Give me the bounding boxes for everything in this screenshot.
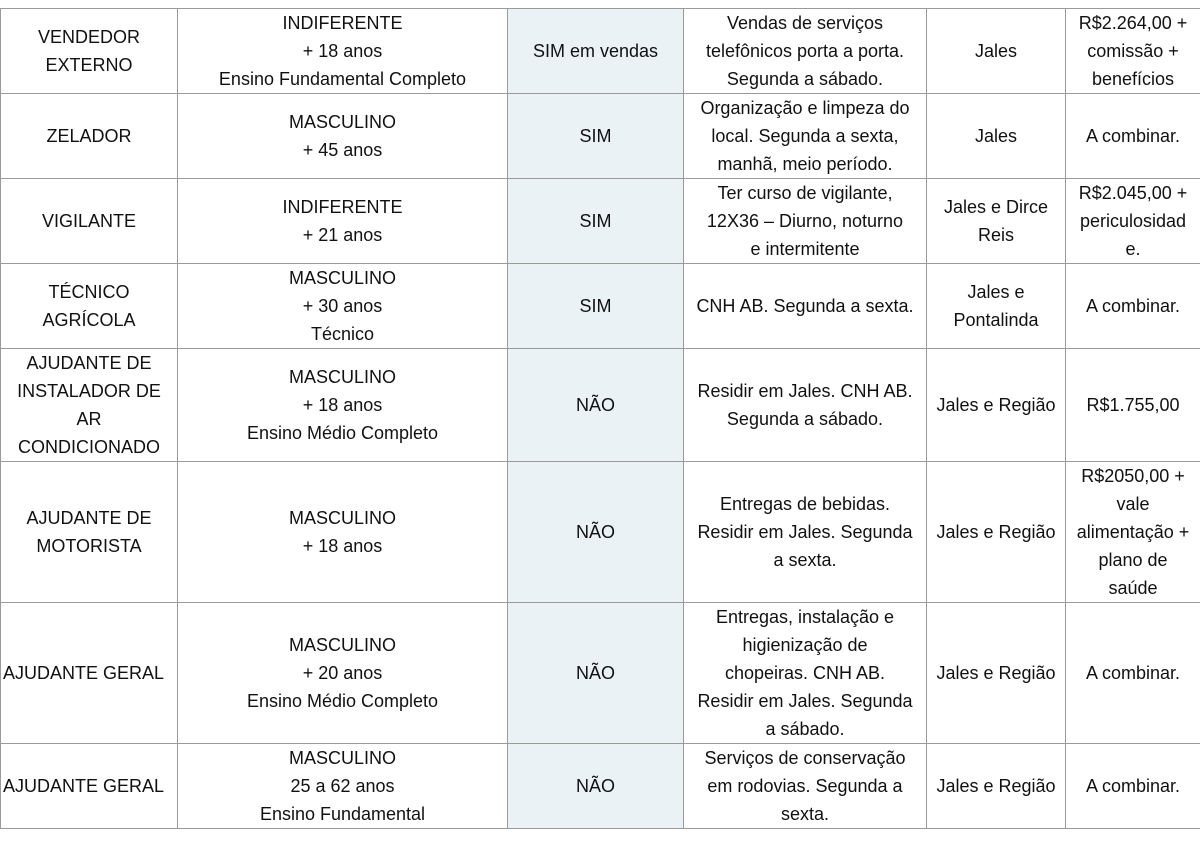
profile-cell [178, 349, 508, 462]
description-line: em rodovias. Segunda a [707, 776, 903, 796]
salary-line: R$2050,00 + [1081, 466, 1185, 486]
profile-line: MASCULINO [288, 367, 396, 387]
description-line: telefônicos porta a porta. [705, 41, 905, 61]
location-line: Jales e Região [936, 776, 1056, 796]
profile-line: Ensino Fundamental Completo [218, 69, 467, 89]
experience-cell [508, 94, 684, 179]
description-line: CNH AB. Segunda a sexta. [696, 296, 914, 316]
experience-cell [508, 744, 684, 829]
description-line: local. Segunda a sexta, [711, 126, 899, 146]
description-line: Serviços de conservação [704, 748, 906, 768]
salary-line: A combinar. [1085, 776, 1181, 796]
description-cell [684, 9, 927, 94]
location-line: Jales e Dirce [943, 197, 1049, 217]
table-row [1, 9, 1200, 94]
experience-value: SIM [579, 126, 612, 146]
profile-line: + 30 anos [302, 296, 383, 316]
salary-cell [1066, 94, 1200, 179]
description-line: Entregas, instalação e [715, 607, 895, 627]
job-title-line: VIGILANTE [41, 211, 137, 231]
profile-line: Técnico [310, 324, 375, 344]
description-line: higienização de [742, 635, 868, 655]
salary-line: R$2.264,00 + [1078, 13, 1188, 33]
salary-line: benefícios [1091, 69, 1175, 89]
experience-value: SIM [579, 211, 612, 231]
job-title-cell [1, 179, 178, 264]
job-title-line: AJUDANTE GERAL [3, 663, 165, 683]
job-title-line: AGRÍCOLA [42, 310, 136, 330]
profile-cell [178, 744, 508, 829]
salary-cell [1066, 744, 1200, 829]
experience-value: SIM [579, 296, 612, 316]
location-cell [927, 603, 1066, 744]
profile-cell [178, 94, 508, 179]
table-row [1, 349, 1200, 462]
profile-line: Ensino Médio Completo [246, 423, 439, 443]
profile-line: Ensino Fundamental [259, 804, 426, 824]
description-cell [684, 179, 927, 264]
table-row [1, 462, 1200, 603]
profile-line: + 18 anos [302, 41, 383, 61]
profile-line: MASCULINO [288, 748, 396, 768]
description-line: 12X36 – Diurno, noturno [706, 211, 904, 231]
description-line: e intermitente [750, 239, 860, 259]
experience-value: NÃO [575, 663, 615, 683]
profile-cell [178, 462, 508, 603]
experience-cell [508, 462, 684, 603]
job-title-cell [1, 9, 178, 94]
salary-line: periculosidad [1079, 211, 1187, 231]
job-title-line: INSTALADOR DE [17, 381, 161, 401]
job-title-cell [1, 462, 178, 603]
profile-line: 25 a 62 anos [290, 776, 395, 796]
description-line: sexta. [780, 804, 830, 824]
table-row [1, 744, 1200, 829]
salary-cell [1066, 9, 1200, 94]
salary-line: A combinar. [1085, 663, 1181, 683]
salary-cell [1066, 264, 1200, 349]
profile-line: MASCULINO [288, 268, 396, 288]
location-line: Jales e Região [936, 395, 1056, 415]
job-title-cell [1, 744, 178, 829]
job-openings-table [0, 8, 1200, 829]
job-title-line: ZELADOR [46, 126, 132, 146]
job-title-line: EXTERNO [45, 55, 133, 75]
location-cell [927, 94, 1066, 179]
description-line: Residir em Jales. Segunda [697, 522, 913, 542]
location-line: Jales e Região [936, 663, 1056, 683]
description-line: Residir em Jales. CNH AB. [697, 381, 913, 401]
salary-line: vale [1116, 494, 1150, 514]
experience-cell [508, 9, 684, 94]
description-line: chopeiras. CNH AB. [724, 663, 886, 683]
salary-line: e. [1125, 239, 1141, 259]
table-row [1, 94, 1200, 179]
description-cell [684, 744, 927, 829]
salary-cell [1066, 349, 1200, 462]
location-cell [927, 9, 1066, 94]
experience-value: SIM em vendas [532, 41, 659, 61]
salary-cell [1066, 462, 1200, 603]
profile-line: MASCULINO [288, 508, 396, 528]
location-line: Jales [974, 126, 1018, 146]
profile-cell [178, 9, 508, 94]
profile-line: INDIFERENTE [282, 197, 403, 217]
salary-line: comissão + [1087, 41, 1179, 61]
location-line: Reis [977, 225, 1014, 245]
profile-cell [178, 264, 508, 349]
job-title-cell [1, 603, 178, 744]
salary-line: saúde [1108, 578, 1158, 598]
salary-cell [1066, 603, 1200, 744]
job-title-cell [1, 94, 178, 179]
profile-line: + 18 anos [302, 395, 383, 415]
description-cell [684, 94, 927, 179]
profile-line: + 21 anos [302, 225, 383, 245]
job-title-line: AJUDANTE DE [26, 508, 152, 528]
salary-line: A combinar. [1085, 126, 1181, 146]
salary-line: R$1.755,00 [1086, 395, 1180, 415]
description-line: Ter curso de vigilante, [717, 183, 893, 203]
job-title-line: AR [76, 409, 102, 429]
job-title-line: TÉCNICO [48, 282, 130, 302]
description-cell [684, 349, 927, 462]
job-title-line: AJUDANTE GERAL [3, 776, 165, 796]
location-cell [927, 349, 1066, 462]
location-line: Jales [974, 41, 1018, 61]
profile-line: INDIFERENTE [282, 13, 403, 33]
table-row [1, 603, 1200, 744]
experience-value: NÃO [575, 522, 615, 542]
location-cell [927, 462, 1066, 603]
description-line: Segunda a sábado. [726, 69, 884, 89]
location-line: Jales e [967, 282, 1025, 302]
location-line: Jales e Região [936, 522, 1056, 542]
description-cell [684, 603, 927, 744]
table-row [1, 179, 1200, 264]
profile-line: + 20 anos [302, 663, 383, 683]
experience-cell [508, 179, 684, 264]
description-cell [684, 462, 927, 603]
profile-line: + 18 anos [302, 536, 383, 556]
profile-line: MASCULINO [288, 112, 396, 132]
description-line: a sábado. [765, 719, 845, 739]
description-line: Vendas de serviços [726, 13, 884, 33]
experience-cell [508, 603, 684, 744]
job-title-line: MOTORISTA [36, 536, 142, 556]
description-line: a sexta. [773, 550, 837, 570]
location-cell [927, 744, 1066, 829]
profile-cell [178, 603, 508, 744]
job-title-cell [1, 264, 178, 349]
job-table-body [1, 9, 1200, 829]
job-title-line: AJUDANTE DE [26, 353, 152, 373]
salary-cell [1066, 179, 1200, 264]
experience-cell [508, 264, 684, 349]
experience-value: NÃO [575, 395, 615, 415]
profile-line: Ensino Médio Completo [246, 691, 439, 711]
location-line: Pontalinda [953, 310, 1039, 330]
salary-line: A combinar. [1085, 296, 1181, 316]
job-title-line: CONDICIONADO [17, 437, 160, 457]
salary-line: alimentação + [1076, 522, 1190, 542]
description-line: Organização e limpeza do [700, 98, 910, 118]
description-line: Segunda a sábado. [726, 409, 884, 429]
profile-line: MASCULINO [288, 635, 396, 655]
experience-cell [508, 349, 684, 462]
salary-line: plano de [1098, 550, 1168, 570]
profile-cell [178, 179, 508, 264]
profile-line: + 45 anos [302, 140, 383, 160]
salary-line: R$2.045,00 + [1078, 183, 1188, 203]
job-title-line: VENDEDOR [37, 27, 140, 47]
location-cell [927, 264, 1066, 349]
description-cell [684, 264, 927, 349]
table-row [1, 264, 1200, 349]
experience-value: NÃO [575, 776, 615, 796]
job-title-cell [1, 349, 178, 462]
description-line: Residir em Jales. Segunda [697, 691, 913, 711]
description-line: manhã, meio período. [717, 154, 893, 174]
description-line: Entregas de bebidas. [719, 494, 891, 514]
location-cell [927, 179, 1066, 264]
